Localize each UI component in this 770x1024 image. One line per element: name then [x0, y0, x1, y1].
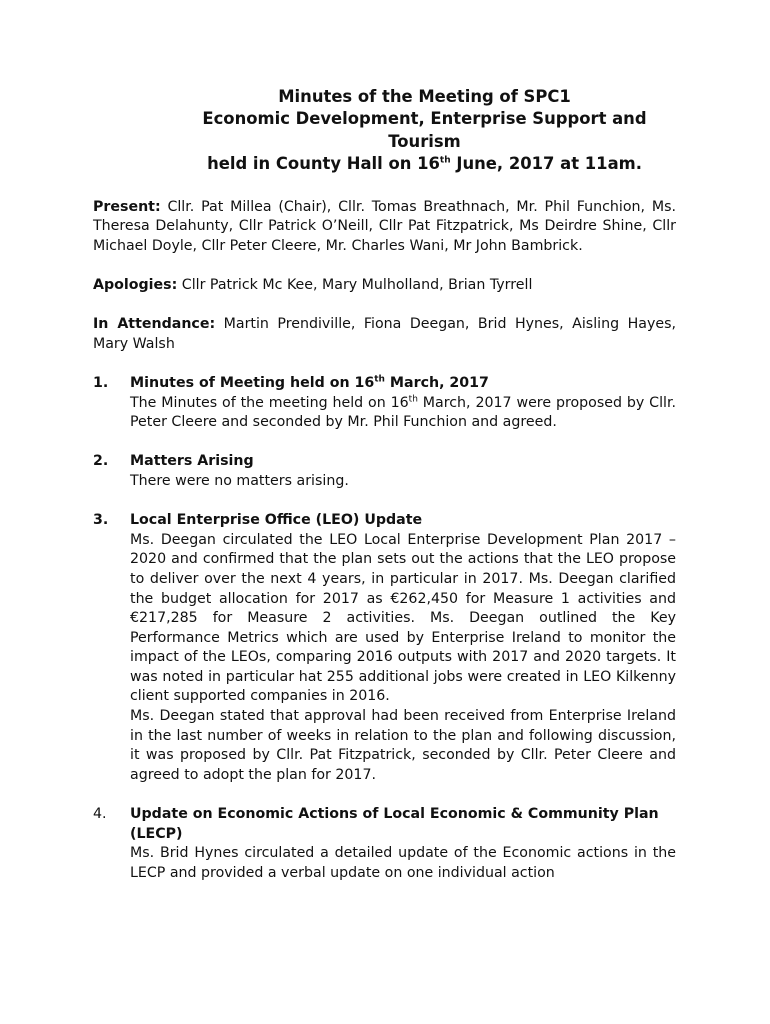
attendance-text: Martin Prendiville, Fiona Deegan, Brid Hynes, Aisling Hayes, Mary Walsh [93, 316, 676, 352]
item-body: There were no matters arising. [130, 472, 349, 489]
agenda-item-2 [93, 452, 676, 491]
title-line-1: Minutes of the Meeting of SPC1 [278, 87, 571, 106]
apologies-text: Cllr Patrick Mc Kee, Mary Mulholland, Brian Tyrrell [181, 277, 533, 293]
title-line-3-text-end: June, 2017 at 11am. [450, 154, 642, 174]
agenda-item-3 [93, 511, 676, 785]
attendance-paragraph [93, 315, 676, 354]
present-paragraph [93, 198, 676, 257]
title-line-3-sup: th [439, 155, 451, 166]
item-body-text-end: March, 2017 were proposed by Cllr. Peter Cleere and seconded by Mr. Phil Funchion and agreed. [130, 394, 676, 431]
document-page [93, 86, 676, 903]
item-heading: Update on Economic Actions of Local Economic & Community Plan (LECP) [130, 806, 659, 842]
apologies-label: Apologies: [93, 277, 178, 293]
item-heading: Matters Arising [130, 453, 254, 470]
item-body [130, 394, 676, 433]
item-body: Ms. Brid Hynes circulated a detailed update of the Economic actions in the LECP and provided a verbal update on one individual action [130, 845, 676, 881]
item-heading-sup: th [374, 374, 385, 385]
present-text: Cllr. Pat Millea (Chair), Cllr. Tomas Breathnach, Mr. Phil Funchion, Ms. Theresa Delahunty, Cllr Patrick O’Neill, Cllr Pat Fitzpatrick, Ms Deirdre Shine, Cllr Michael Doyle, Cllr Peter Cleere, Mr. Charles Wani, Mr John Bambrick. [93, 198, 676, 254]
item-body-paragraph-1: Ms. Deegan circulated the LEO Local Enterprise Development Plan 2017 – 2020 and confirmed that the plan sets out the actions that the LEO propose to deliver over the next 4 years, in particular in 2017. Ms. Deegan clarified the budget allocation for 2017 as €262,450 for Measure 1 activities and €217,285 for Measure 2 activities. Ms. Deegan outlined the Key Performance Metrics which are used by Enterprise Ireland to monitor the impact of the LEOs, comparing 2016 outputs with 2017 and 2020 targets. It was noted in particular hat 255 additional jobs were created in LEO Kilkenny client supported companies in 2016. [130, 531, 676, 705]
item-heading-text: Minutes of Meeting held on 16 [130, 374, 375, 391]
item-heading [130, 374, 676, 394]
apologies-paragraph [93, 276, 676, 296]
item-number: 2. [93, 453, 109, 470]
item-heading: Local Enterprise Office (LEO) Update [130, 512, 423, 529]
title-line-2: Economic Development, Enterprise Support and Tourism [202, 109, 647, 151]
agenda-item-1 [93, 374, 676, 433]
title-line-3-text: held in County Hall on 16 [207, 154, 440, 174]
agenda-item-4 [93, 805, 676, 883]
title-line-3 [173, 153, 676, 175]
present-label: Present: [93, 198, 161, 215]
item-body-paragraph-2: Ms. Deegan stated that approval had been received from Enterprise Ireland in the last number of weeks in relation to the plan and following discussion, it was proposed by Cllr. Pat Fitzpatrick, seconded by Cllr. Peter Cleere and agreed to adopt the plan for 2017. [130, 708, 676, 783]
item-number: 4. [93, 806, 107, 823]
document-title [93, 86, 676, 176]
attendance-label: In Attendance: [93, 316, 216, 333]
item-number: 3. [93, 512, 109, 529]
item-body-text: The Minutes of the meeting held on 16 [130, 394, 409, 411]
item-heading-text-end: March, 2017 [384, 374, 489, 391]
item-body-sup: th [408, 393, 418, 404]
item-number: 1. [93, 374, 109, 391]
